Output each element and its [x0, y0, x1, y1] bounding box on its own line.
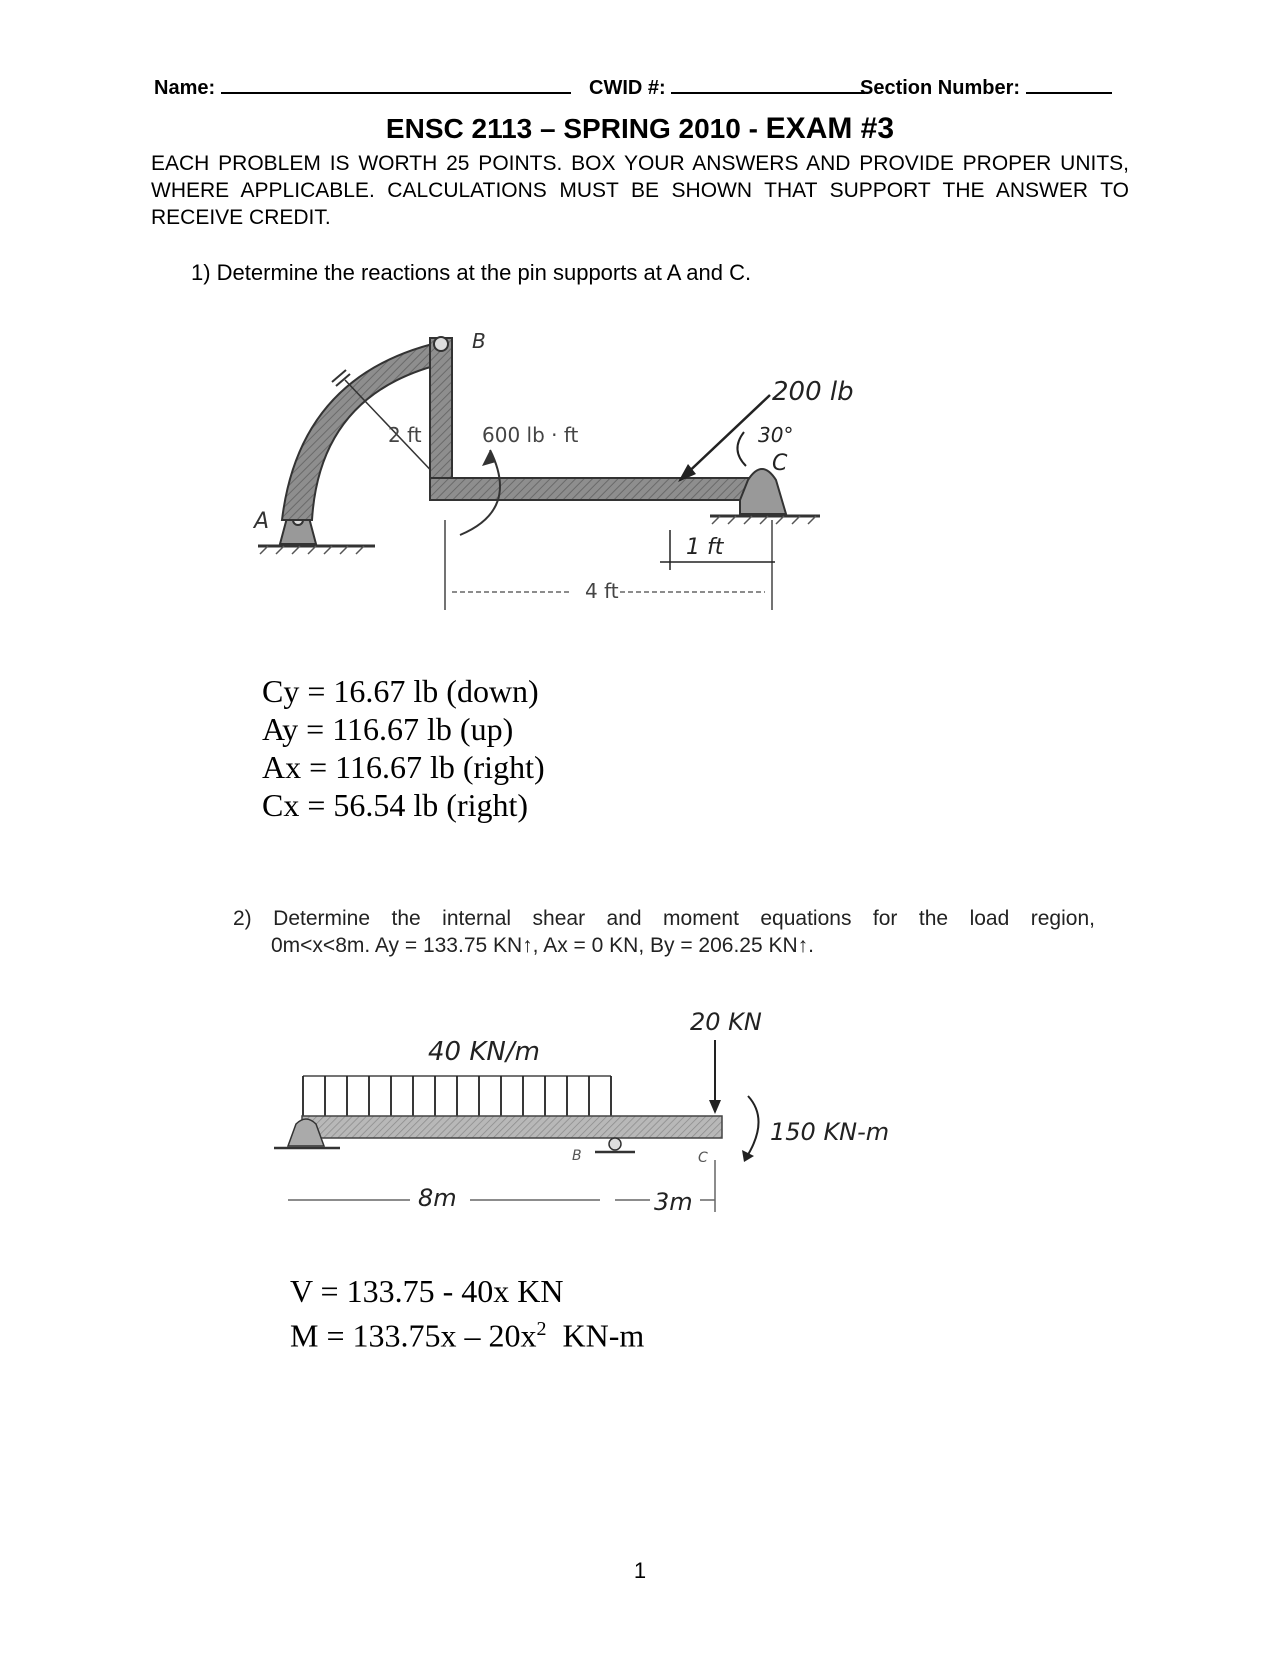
moment-label-2: 150 KN-m: [770, 1118, 890, 1146]
problem2-question-line1: 2) Determine the internal shear and moment equations for the load region,: [233, 907, 1095, 930]
force-arrow: [680, 395, 770, 480]
cwid-label: CWID #:: [589, 77, 666, 99]
page-number: 1: [633, 1558, 647, 1583]
answer-shear: V = 133.75 - 40x KN: [290, 1273, 564, 1309]
answer-ax: Ax = 116.67 lb (right): [262, 749, 545, 785]
label-b: B: [472, 330, 486, 353]
moment-label: 600 lb · ft: [482, 423, 579, 447]
section-blank[interactable]: [1026, 74, 1112, 94]
name-blank[interactable]: [221, 74, 571, 94]
name-label: Name:: [154, 77, 216, 99]
radius-label: 2 ft: [388, 423, 422, 447]
dim-left-label: 8m: [418, 1184, 457, 1212]
point-load-label: 20 KN: [690, 1008, 762, 1036]
label-a: A: [254, 509, 270, 534]
answer-cy: Cy = 16.67 lb (down): [262, 673, 539, 709]
distributed-load-label: 40 KN/m: [428, 1037, 540, 1067]
moment-arrow-2: [746, 1096, 759, 1158]
dim-short-label: 1 ft: [686, 535, 724, 560]
vertical-member: [430, 338, 452, 498]
angle-label: 30°: [758, 423, 794, 447]
label-b2: B: [572, 1148, 582, 1164]
cwid-blank[interactable]: [671, 74, 865, 94]
answer-ay: Ay = 116.67 lb (up): [262, 711, 514, 747]
distributed-load-arrows: [303, 1076, 611, 1116]
exam-instructions: EACH PROBLEM IS WORTH 25 POINTS. BOX YOUR ANSWERS AND PROVIDE PROPER UNITS, WHERE APPLICABLE. CALCULATIONS MUST BE SHOWN THAT SUPPORT THE ANSWER TO RECEIVE CREDIT.: [151, 152, 1129, 229]
header-name: [154, 74, 571, 100]
problem2-answers: [290, 1272, 644, 1355]
roller-b: [609, 1138, 621, 1150]
exam-title-course: ENSC 2113 – SPRING 2010 -: [385, 113, 766, 144]
angle-arc: [737, 432, 746, 466]
curved-member-ab: [282, 340, 450, 520]
answer-moment: $M = 133.75x - 20x^2$ KN-m: [290, 1317, 645, 1354]
problem2-question-line2: 0m<x<8m. Ay = 133.75 KN↑, Ax = 0 KN, By = 206.25 KN↑.: [271, 934, 814, 957]
problem1-question: 1) Determine the reactions at the pin supports at A and C.: [191, 260, 752, 285]
force-label: 200 lb: [772, 377, 854, 407]
horizontal-member: [430, 478, 770, 500]
section-label: Section Number:: [860, 77, 1021, 99]
problem1-answers: [262, 672, 545, 824]
pin-b: [434, 337, 448, 351]
label-c: C: [772, 451, 788, 476]
problem2-figure: [270, 1000, 950, 1220]
problem1-figure: [240, 330, 940, 650]
answer-cx: Cx = 56.54 lb (right): [262, 787, 529, 823]
header-cwid: [589, 74, 865, 100]
dim-right-label: 3m: [654, 1188, 693, 1216]
problem2-question: [233, 905, 1095, 959]
exam-title: [0, 112, 1280, 146]
beam: [302, 1116, 722, 1138]
label-c2: C: [698, 1150, 708, 1166]
dim-total-label: 4 ft: [585, 579, 619, 603]
header-section: [860, 74, 1112, 100]
exam-title-number: EXAM #3: [765, 112, 895, 145]
